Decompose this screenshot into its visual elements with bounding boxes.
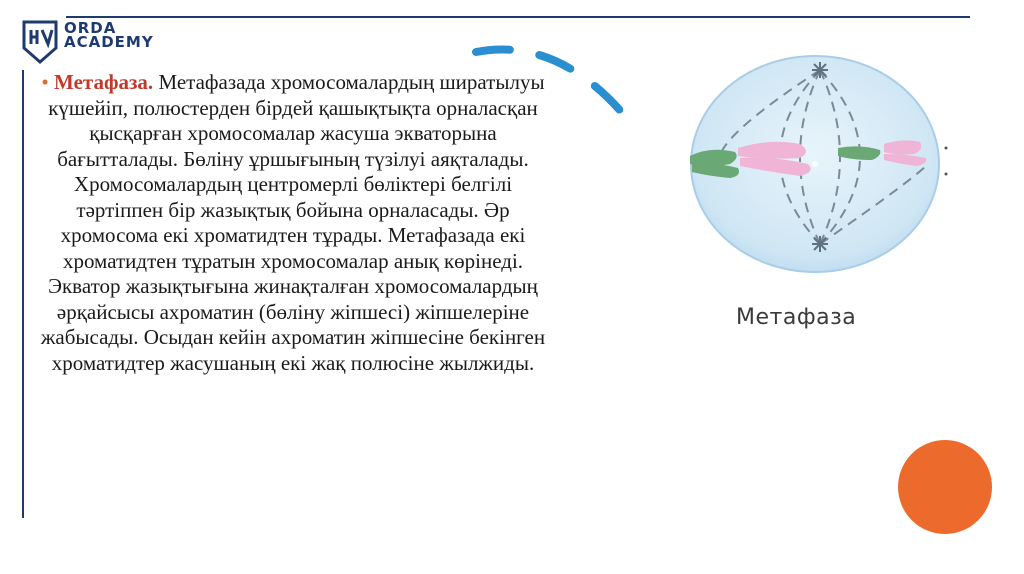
bullet-marker: • bbox=[41, 70, 49, 94]
left-divider-line bbox=[22, 70, 24, 518]
logo-line2: ACADEMY bbox=[64, 33, 154, 51]
paragraph-text: Метафазада хромосомалардың ширатылуы күшейіп, полюстерден бірдей қашықтықта орналасқан қысқарған хромосомалар жасуша экваторына бағытталады. Бөліну ұршығының түзілуі аяқталады. Хромосомалардың центромерлі бөліктері белгілі тәртіппен бір жазықтық бойына орналасады. Әр хромосома екі хроматидтен тұрады. Метафазада екі хроматидтен тұратын хромосомалар анық көрінеді. Экватор жазықтығына жинақталған хромосомалардың әрқайсысы ахроматин (бөліну жіпшесі) жіпшелеріне жабысады. Осыдан кейін ахроматин жіпшесіне бекінген хроматидтер жасушаның екі жақ полюсіне жылжиды. bbox=[40, 70, 546, 375]
decorative-dashed-arc bbox=[470, 40, 650, 140]
metaphase-cell-illustration bbox=[680, 52, 960, 282]
term-heading: Метафаза. bbox=[54, 70, 154, 94]
figure-caption: Метафаза bbox=[736, 305, 857, 330]
orda-academy-logo bbox=[22, 18, 212, 66]
shield-logo-icon bbox=[22, 18, 58, 64]
decorative-orange-circle bbox=[898, 440, 992, 534]
logo-line1: ORDA bbox=[64, 19, 117, 37]
